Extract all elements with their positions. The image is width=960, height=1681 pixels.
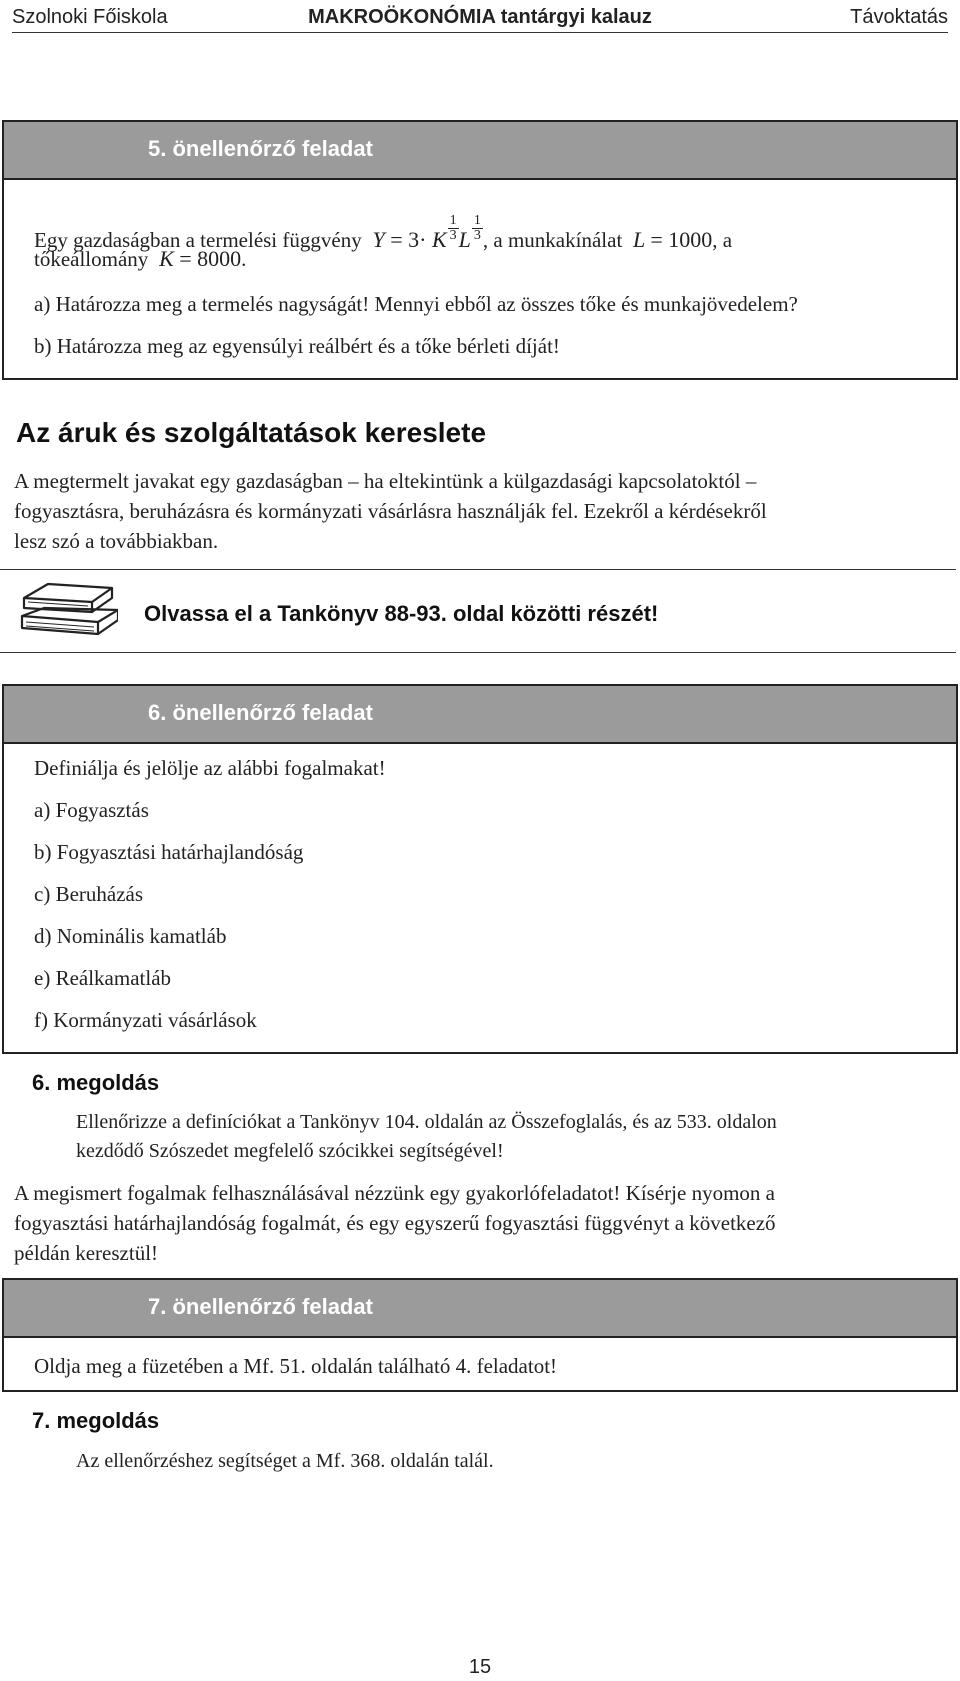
- task-7-title: 7. önellenőrző feladat: [148, 1294, 373, 1319]
- section-intro-line-2: fogyasztásra, beruházásra és kormányzati vásárlásra használják fel. Ezekről a kérdésekről: [14, 499, 767, 523]
- labor-supply: [628, 227, 713, 252]
- practice-line-3: példán keresztül!: [14, 1241, 159, 1265]
- task-5-header: [4, 122, 956, 180]
- section-intro-line-1: A megtermelt javakat egy gazdaságban – ha eltekintünk a külgazdasági kapcsolatoktól –: [14, 469, 757, 493]
- formula-dot: ·: [419, 227, 427, 252]
- task-6-header: [4, 686, 956, 744]
- solution-7-text: Az ellenőrzéshez segítséget a Mf. 368. oldalán talál.: [76, 1450, 494, 1472]
- section-intro-line-3: lesz szó a továbbiakban.: [14, 529, 219, 553]
- page-header: [12, 4, 948, 33]
- task-6-item-a: a) Fogyasztás: [34, 798, 149, 822]
- section-intro: [14, 466, 944, 556]
- practice-line-1: A megismert fogalmak felhasználásával nézzünk egy gyakorlófeladatot! Kísérje nyomon a: [14, 1181, 775, 1205]
- formula-k: K: [431, 227, 447, 252]
- formula-equals: =: [390, 227, 403, 252]
- capital-value: 8000: [197, 246, 242, 271]
- task-6-item-f: f) Kormányzati vásárlások: [34, 1008, 257, 1032]
- l-exponent: [472, 214, 483, 243]
- practice-intro: [14, 1178, 944, 1268]
- task-6-item-c: c) Beruházás: [34, 882, 144, 906]
- labor-value: 1000: [668, 227, 713, 252]
- task-7-box: [2, 1278, 958, 1392]
- capital-var: K: [159, 246, 174, 271]
- formula-y: Y: [372, 227, 385, 252]
- task-6-item-d: d) Nominális kamatláb: [34, 924, 227, 948]
- task-5-line-2-suffix: .: [241, 247, 247, 271]
- task-6-prompt: Definiálja és jelölje az alábbi fogalmakat!: [34, 756, 386, 780]
- header-program: Távoktatás: [850, 6, 948, 28]
- task-7-header: [4, 1280, 956, 1338]
- production-function: [367, 213, 483, 252]
- task-6-box: [2, 684, 958, 1054]
- solution-6-line-1: Ellenőrizze a definíciókat a Tankönyv 104. oldalán az Összefoglalás, és az 533. oldalon: [76, 1111, 777, 1133]
- task-5-question-b: b) Határozza meg az egyensúlyi reálbért és a tőke bérleti díját!: [34, 334, 560, 358]
- header-course-title: MAKROÖKONÓMIA tantárgyi kalauz: [308, 6, 652, 28]
- books-icon: [18, 578, 118, 640]
- reading-bottom-rule: [0, 652, 956, 653]
- solution-7-title: 7. megoldás: [32, 1408, 160, 1433]
- capital-equals: =: [179, 246, 192, 271]
- section-title: Az áruk és szolgáltatások kereslete: [16, 417, 487, 448]
- k-exponent-denominator: 3: [449, 228, 457, 243]
- task-5-line-2-prefix: tőkeállomány: [34, 247, 149, 271]
- capital-stock: [154, 246, 242, 271]
- l-exponent-denominator: 3: [473, 228, 481, 243]
- formula-l: L: [458, 227, 471, 252]
- task-5-title: 5. önellenőrző feladat: [148, 136, 373, 161]
- labor-var: L: [633, 227, 645, 252]
- practice-line-2: fogyasztási határhajlandóság fogalmát, és egy egyszerű fogyasztási függvényt a következő: [14, 1211, 776, 1235]
- solution-6-title: 6. megoldás: [32, 1070, 160, 1095]
- task-6-item-b: b) Fogyasztási határhajlandóság: [34, 840, 304, 864]
- l-exponent-numerator: 1: [473, 213, 481, 228]
- task-6-item-e: e) Reálkamatláb: [34, 966, 172, 990]
- labor-equals: =: [650, 227, 663, 252]
- reading-instruction: Olvassa el a Tankönyv 88-93. oldal közötti részét!: [144, 601, 659, 626]
- task-5-question-a: a) Határozza meg a termelés nagyságát! Mennyi ebből az összes tőke és munkajövedelem?: [34, 292, 798, 316]
- task-5-line-2: [34, 246, 246, 272]
- task-7-text: Oldja meg a füzetében a Mf. 51. oldalán található 4. feladatot!: [34, 1354, 558, 1378]
- task-5-line-1-suffix: , a: [712, 228, 733, 252]
- header-institution: Szolnoki Főiskola: [12, 6, 168, 28]
- k-exponent-numerator: 1: [449, 213, 457, 228]
- task-6-title: 6. önellenőrző feladat: [148, 700, 373, 725]
- task-5-line-1-mid: , a munkakínálat: [482, 228, 623, 252]
- solution-6-text: [76, 1108, 777, 1166]
- k-exponent: [448, 214, 459, 243]
- task-5-box: [2, 120, 958, 380]
- solution-6-line-2: kezdődő Szószedet megfelelő szócikkei segítségével!: [76, 1140, 504, 1162]
- task-5-line-1-prefix: Egy gazdaságban a termelési függvény: [34, 228, 362, 252]
- reading-top-rule: [0, 569, 956, 570]
- formula-coefficient: 3: [408, 227, 420, 252]
- books-icon-graphic: [18, 578, 118, 640]
- page-number: 15: [468, 1656, 492, 1678]
